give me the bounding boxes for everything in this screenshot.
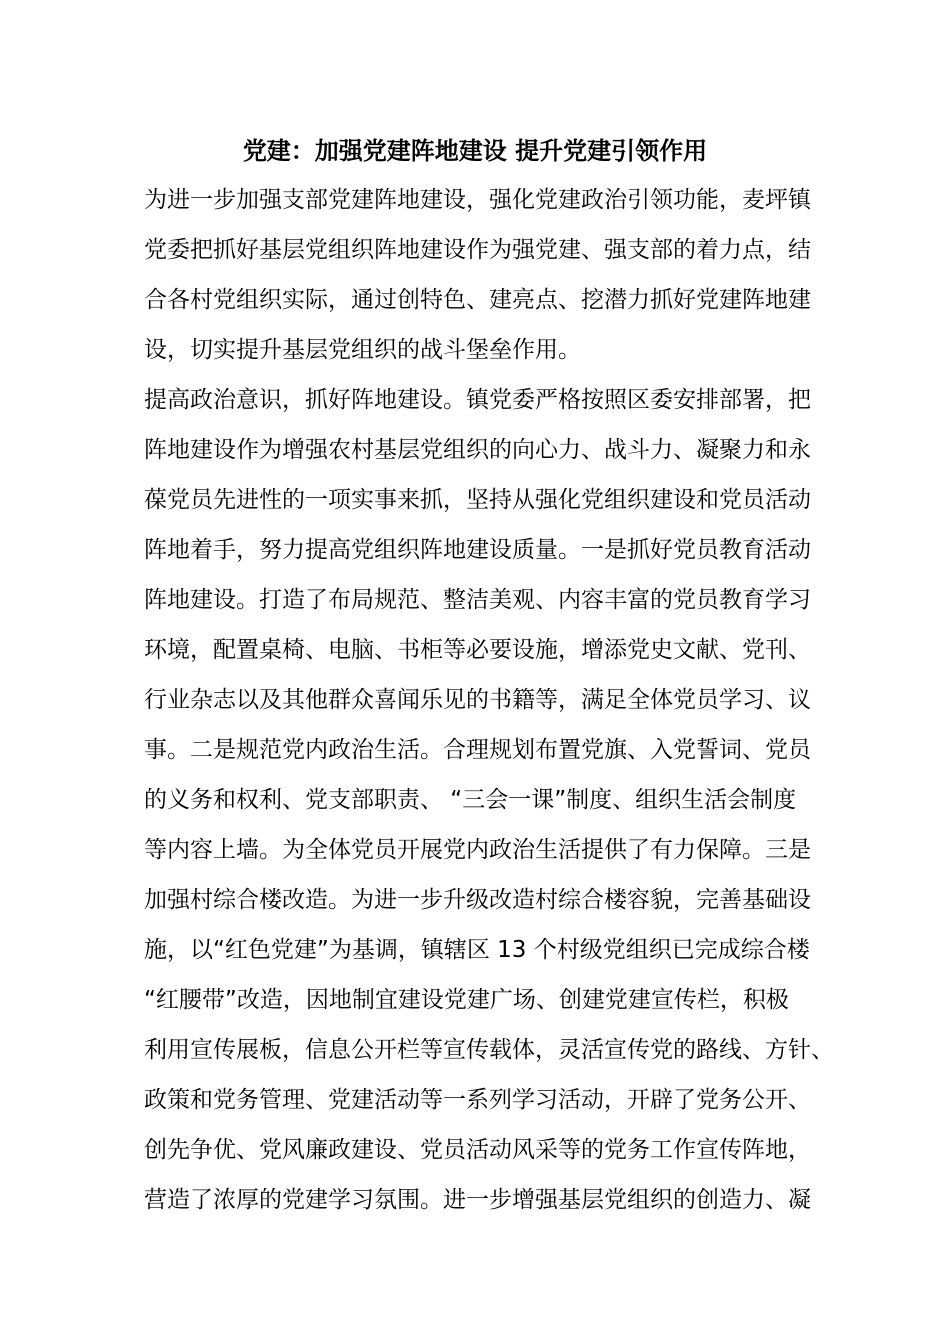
- body-line: 合各村党组织实际，通过创特色、建亮点、挖潜力抓好党建阵地建: [144, 287, 811, 313]
- document-title: 党建：加强党建阵地建设 提升党建引领作用: [242, 137, 708, 165]
- body-line: 等内容上墙。为全体党员开展党内政治生活提供了有力保障。三是: [144, 837, 811, 863]
- body-line: 利用宣传展板，信息公开栏等宣传载体，灵活宣传党的路线、方针、: [144, 1037, 834, 1063]
- body-line: 环境，配置桌椅、电脑、书柜等必要设施，增添党史文献、党刊、: [144, 637, 811, 663]
- body-line: 政策和党务管理、党建活动等一系列学习活动，开辟了党务公开、: [144, 1087, 811, 1113]
- body-line: 为进一步加强支部党建阵地建设，强化党建政治引领功能，麦坪镇: [144, 187, 811, 213]
- body-line: 行业杂志以及其他群众喜闻乐见的书籍等，满足全体党员学习、议: [144, 687, 811, 713]
- body-line: 营造了浓厚的党建学习氛围。进一步增强基层党组织的创造力、凝: [144, 1187, 811, 1213]
- body-line: 阵地建设作为增强农村基层党组织的向心力、战斗力、凝聚力和永: [144, 437, 811, 463]
- body-line: 提高政治意识，抓好阵地建设。镇党委严格按照区委安排部署，把: [144, 387, 811, 413]
- body-line: “红腰带”改造，因地制宜建设党建广场、创建党建宣传栏，积极: [144, 987, 789, 1013]
- body-line: 设，切实提升基层党组织的战斗堡垒作用。: [144, 337, 581, 363]
- body-line: 阵地建设。打造了布局规范、整洁美观、内容丰富的党员教育学习: [144, 587, 811, 613]
- document-body: [144, 182, 834, 1232]
- body-line: 施，以“红色党建”为基调，镇辖区 13 个村级党组织已完成综合楼: [144, 937, 810, 963]
- body-line: 葆党员先进性的一项实事来抓，坚持从强化党组织建设和党员活动: [144, 487, 811, 513]
- body-line: 创先争优、党风廉政建设、党员活动风采等的党务工作宣传阵地，: [144, 1137, 811, 1163]
- body-line: 加强村综合楼改造。为进一步升级改造村综合楼容貌，完善基础设: [144, 887, 811, 913]
- body-line: 阵地着手，努力提高党组织阵地建设质量。一是抓好党员教育活动: [144, 537, 811, 563]
- body-line: 的义务和权利、党支部职责、 “三会一课”制度、组织生活会制度: [144, 787, 797, 813]
- body-line: 事。二是规范党内政治生活。合理规划布置党旗、入党誓词、党员: [144, 737, 811, 763]
- body-line: 党委把抓好基层党组织阵地建设作为强党建、强支部的着力点，结: [144, 237, 811, 263]
